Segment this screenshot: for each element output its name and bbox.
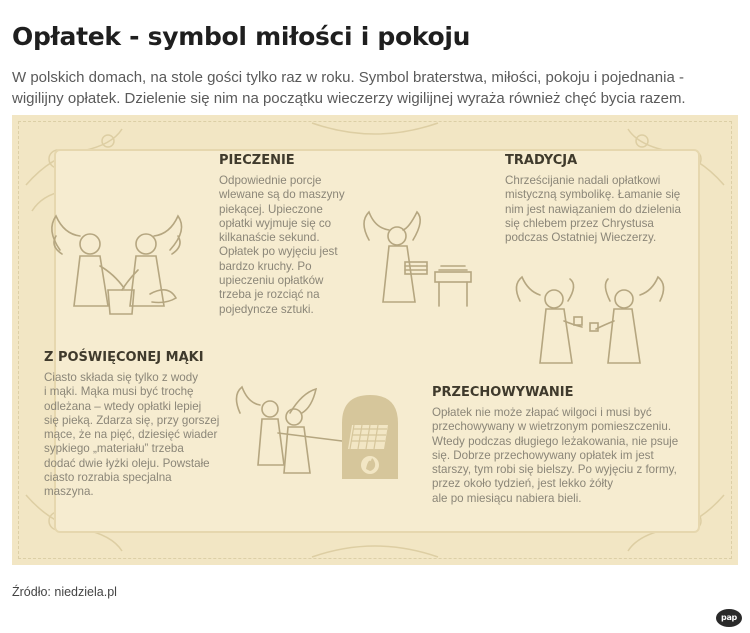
page-title: Opłatek - symbol miłości i pokoju bbox=[12, 22, 471, 51]
section-text: Opłatek nie może złapać wilgoci i musi być przechowywany w wietrzonym pomieszczeniu. Wtedy podczas długiego leżakowania, nie psuje się. Dobrze przechowywany opłatek im jest starszy, tym robi się bielszy. Po wyjęciu z formy, przez około tydzień, jest lekko żółty ale po miesiącu nabiera bieli. bbox=[432, 406, 679, 505]
section-maka bbox=[44, 350, 239, 500]
section-text: Odpowiednie porcje wlewane są do maszyny piekącej. Upieczone opłatki wyjmuje się co kilkanaście sekund. Opłatek po wyjęciu jest bardzo kruchy. Po upieczeniu opłatków trzeba je rozciąć na pojedyncze sztuki. bbox=[219, 174, 345, 316]
section-przechowywanie bbox=[432, 385, 707, 506]
pap-logo: pap bbox=[716, 609, 742, 627]
section-heading: PIECZENIE bbox=[219, 153, 295, 168]
source-note: Źródło: niedziela.pl bbox=[12, 585, 117, 599]
section-heading: Z POŚWIĘCONEJ MĄKI bbox=[44, 350, 204, 365]
angels-mixing-illustration bbox=[42, 210, 197, 330]
section-text: Chrześcijanie nadali opłatkowi mistyczną symbolikę. Łamanie się nim jest nawiązaniem do dzielenia się chlebem przez Chrystusa podczas Ostatniej Wieczerzy. bbox=[505, 174, 681, 245]
lead-paragraph: W polskich domach, na stole gości tylko raz w roku. Symbol braterstwa, miłości, pokoju i pojednania - wigilijny opłatek. Dzielenie się nim na początku wieczerzy wigilijnej wyraża również chęć bycia razem. bbox=[12, 69, 686, 107]
section-heading: PRZECHOWYWANIE bbox=[432, 385, 574, 400]
infographic-card bbox=[12, 115, 738, 565]
angel-carrying-wafers-illustration bbox=[357, 210, 487, 315]
section-tradycja bbox=[505, 153, 705, 245]
section-text: Ciasto składa się tylko z wody i mąki. Mąka musi być trochę odleżana – wtedy opłatki lepiej się pieką. Zdarza się, przy gorszej mące, że na pięć, dziesięć wiader sypkiego „materiału” trzeba dodać dwie łyżki oleju. Powstałe ciasto rozrabia specjalna maszyna. bbox=[44, 371, 220, 499]
section-heading: TRADYCJA bbox=[505, 153, 578, 168]
section-pieczenie bbox=[219, 153, 369, 317]
angels-sharing-wafer-illustration bbox=[510, 275, 670, 375]
angels-baking-oven-illustration bbox=[232, 383, 417, 493]
